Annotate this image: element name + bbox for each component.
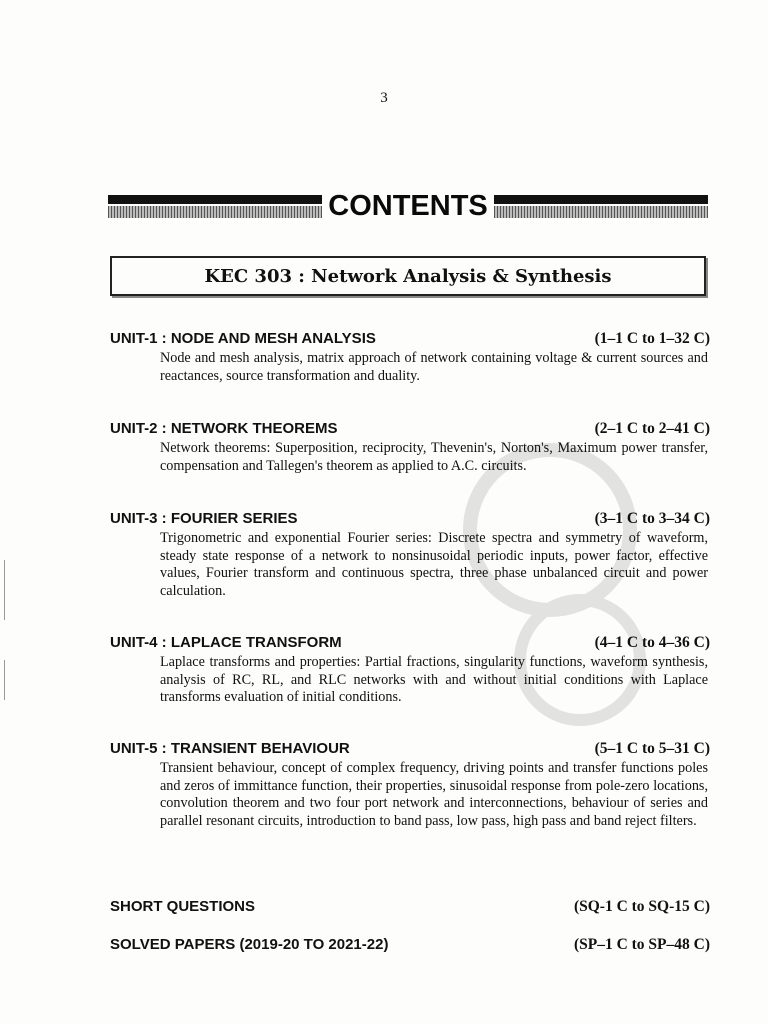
banner-right-rule	[494, 194, 708, 218]
solved-papers-label: SOLVED PAPERS (2019-20 TO 2021-22)	[110, 936, 389, 953]
unit-page-range: (1–1 C to 1–32 C)	[594, 330, 710, 347]
scan-margin-mark	[4, 660, 5, 700]
unit-title: UNIT-3 : FOURIER SERIES	[110, 510, 298, 527]
subject-title: KEC 303 : Network Analysis & Synthesis	[204, 265, 612, 287]
unit-title: UNIT-4 : LAPLACE TRANSFORM	[110, 634, 342, 651]
short-questions-range: (SQ-1 C to SQ-15 C)	[573, 898, 710, 915]
unit-entry-3	[110, 510, 710, 600]
short-questions-label: SHORT QUESTIONS	[110, 898, 256, 915]
unit-page-range: (5–1 C to 5–31 C)	[594, 740, 710, 757]
contents-banner	[108, 190, 708, 222]
unit-description: Trigonometric and exponential Fourier series: Discrete spectra and symmetry of waveform, steady state response of a network to nonsinusoidal periodic inputs, power factor, effective values, Fourier transform and continuous spectra, three phase unbalanced circuit and power calculation.	[160, 530, 708, 599]
unit-entry-2	[110, 420, 710, 475]
unit-page-range: (3–1 C to 3–34 C)	[594, 510, 710, 527]
contents-heading: CONTENTS	[328, 190, 488, 222]
unit-description: Node and mesh analysis, matrix approach of network containing voltage & current sources and reactances, source transformation and duality.	[160, 350, 708, 384]
subject-title-box	[110, 256, 706, 296]
page-number: 3	[380, 90, 388, 106]
banner-left-rule	[108, 194, 322, 218]
unit-description: Laplace transforms and properties: Partial fractions, singularity functions, waveform synthesis, analysis of RC, RL, and RLC networks with and without initial conditions with Laplace transforms evaluation of initial conditions.	[160, 654, 708, 706]
short-questions-row	[110, 898, 710, 916]
unit-page-range: (2–1 C to 2–41 C)	[594, 420, 710, 437]
unit-title: UNIT-2 : NETWORK THEOREMS	[110, 420, 338, 437]
unit-title: UNIT-5 : TRANSIENT BEHAVIOUR	[110, 740, 350, 757]
unit-description: Transient behaviour, concept of complex frequency, driving points and transfer functions poles and zeros of immittance function, their properties, sinusoidal response from pole-zero locations, convolution theorem and two four port network and interconnections, behaviour of series and parallel resonant circuits, introduction to band pass, low pass, high pass and band reject filters.	[160, 760, 708, 829]
solved-papers-row	[110, 936, 710, 954]
unit-entry-5	[110, 740, 710, 830]
unit-page-range: (4–1 C to 4–36 C)	[594, 634, 710, 651]
unit-entry-4	[110, 634, 710, 707]
unit-description: Network theorems: Superposition, reciprocity, Thevenin's, Norton's, Maximum power transfer, compensation and Tallegen's theorem as applied to A.C. circuits.	[160, 440, 708, 474]
unit-entry-1	[110, 330, 710, 385]
scan-margin-mark	[4, 560, 5, 620]
unit-title: UNIT-1 : NODE AND MESH ANALYSIS	[110, 330, 376, 347]
solved-papers-range: (SP–1 C to SP–48 C)	[573, 936, 710, 953]
